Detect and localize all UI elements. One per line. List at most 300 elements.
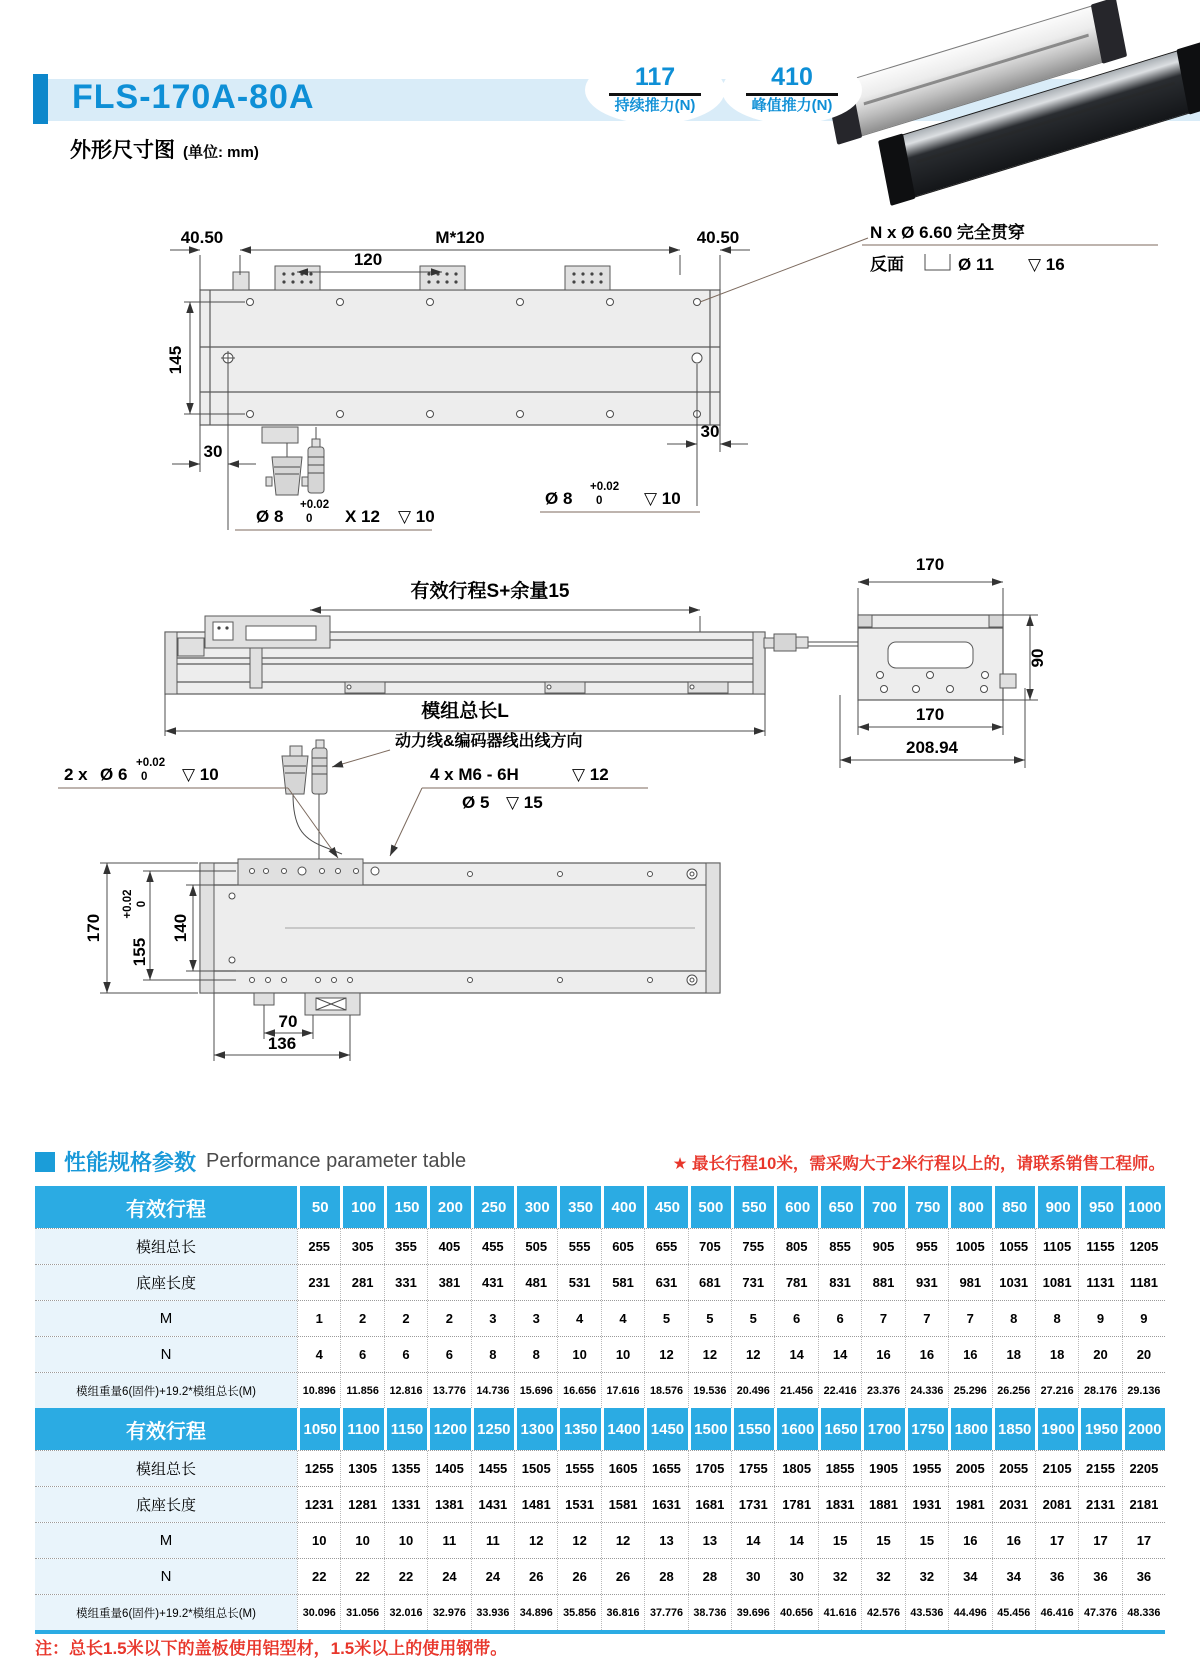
performance-tables: [35, 1186, 1165, 1634]
value-cell: 2105: [1035, 1451, 1078, 1486]
value-cell: 631: [644, 1265, 687, 1300]
dim-effective-stroke: 有效行程S+余量15: [410, 581, 570, 602]
dim-bottom-140: 140: [171, 913, 190, 943]
value-cell: 16: [905, 1337, 948, 1372]
stroke-header-cell: 850: [992, 1186, 1035, 1228]
value-cell: 1755: [731, 1451, 774, 1486]
table-row: [35, 1486, 1165, 1522]
value-cell: 11.856: [340, 1373, 383, 1408]
value-cell: 30: [731, 1559, 774, 1594]
value-cell: 5: [688, 1301, 731, 1336]
stroke-header-cell: 1850: [992, 1408, 1035, 1450]
module-end-cap: [1176, 42, 1200, 115]
value-cell: 15: [905, 1523, 948, 1558]
value-cell: 1581: [601, 1487, 644, 1522]
stroke-header-cell: 1200: [427, 1408, 470, 1450]
value-cell: 4: [557, 1301, 600, 1336]
value-cell: 781: [774, 1265, 817, 1300]
value-cell: 281: [340, 1265, 383, 1300]
stroke-header-cell: 900: [1035, 1186, 1078, 1228]
hole-note-line2-prefix: 反面: [870, 255, 904, 274]
value-cell: 1281: [340, 1487, 383, 1522]
performance-section-header: [35, 1146, 1165, 1177]
table-row: [35, 1336, 1165, 1372]
value-cell: 24: [471, 1559, 514, 1594]
value-cell: 22: [297, 1559, 340, 1594]
value-cell: 6: [384, 1337, 427, 1372]
bottom-attachments: [254, 993, 360, 1015]
value-cell: 47.376: [1078, 1595, 1121, 1630]
stroke-header-cell: 800: [948, 1186, 991, 1228]
value-cell: 605: [601, 1229, 644, 1264]
value-cell: 22.416: [818, 1373, 861, 1408]
value-cell: 955: [905, 1229, 948, 1264]
stroke-header-cell: 1700: [861, 1408, 904, 1450]
value-cell: 28: [688, 1559, 731, 1594]
value-cell: 30: [774, 1559, 817, 1594]
value-cell: 14: [774, 1337, 817, 1372]
parameter-table-2: [35, 1408, 1165, 1634]
value-cell: 17: [1078, 1523, 1121, 1558]
table-row: [35, 1558, 1165, 1594]
value-cell: 1431: [471, 1487, 514, 1522]
table-row: [35, 1300, 1165, 1336]
value-cell: 1631: [644, 1487, 687, 1522]
row-label: M: [35, 1523, 297, 1558]
table-row: [35, 1264, 1165, 1300]
stroke-header-cell: 250: [471, 1186, 514, 1228]
value-cell: 6: [340, 1337, 383, 1372]
stroke-header-cell: 1650: [818, 1408, 861, 1450]
section-title-zh: 性能规格参数: [64, 1150, 197, 1175]
value-cell: 11: [471, 1523, 514, 1558]
value-cell: 14: [774, 1523, 817, 1558]
value-cell: 10: [557, 1337, 600, 1372]
thread-depth: ▽ 12: [572, 765, 609, 784]
value-cell: 13: [644, 1523, 687, 1558]
value-cell: 19.536: [688, 1373, 731, 1408]
stroke-header-cell: 350: [557, 1186, 600, 1228]
value-cell: 16: [992, 1523, 1035, 1558]
carriage-plates: [275, 266, 610, 290]
hole-note-line1: N x Ø 6.60 完全贯穿: [870, 223, 1025, 242]
value-cell: 8: [1035, 1301, 1078, 1336]
value-cell: 505: [514, 1229, 557, 1264]
value-cell: 1855: [818, 1451, 861, 1486]
stroke-header-cell: 500: [688, 1186, 731, 1228]
value-cell: 431: [471, 1265, 514, 1300]
value-cell: 30.096: [297, 1595, 340, 1630]
dimension-title-text: 外形尺寸图: [70, 139, 175, 162]
page-title: FLS-170A-80A: [72, 78, 315, 116]
dim-bottom-136: 136: [267, 1034, 297, 1053]
cable-connectors-top-view: [262, 427, 324, 495]
stroke-header-cell: 100: [340, 1186, 383, 1228]
value-cell: 3: [471, 1301, 514, 1336]
value-cell: 22: [384, 1559, 427, 1594]
dim-offset-right: 40.50: [696, 228, 740, 247]
value-cell: 8: [992, 1301, 1035, 1336]
pin-note-right-depth: ▽ 10: [644, 489, 681, 508]
value-cell: 8: [471, 1337, 514, 1372]
stroke-header-cell: 1400: [601, 1408, 644, 1450]
row-label: 底座长度: [35, 1265, 297, 1300]
value-cell: 24.336: [905, 1373, 948, 1408]
value-cell: 1981: [948, 1487, 991, 1522]
stroke-header-cell: 1000: [1122, 1186, 1165, 1228]
stroke-header-cell: 700: [861, 1186, 904, 1228]
value-cell: 2155: [1078, 1451, 1121, 1486]
pin6-tol-plus: +0.02: [136, 757, 166, 769]
stroke-header-cell: 2000: [1122, 1408, 1165, 1450]
value-cell: 1405: [427, 1451, 470, 1486]
value-cell: 1505: [514, 1451, 557, 1486]
value-cell: 36: [1078, 1559, 1121, 1594]
value-cell: 27.216: [1035, 1373, 1078, 1408]
cable-exit-note: 动力线&编码器线出线方向: [395, 733, 583, 750]
value-cell: 14.736: [471, 1373, 514, 1408]
end-view-connector: [764, 634, 858, 651]
value-cell: 33.936: [471, 1595, 514, 1630]
value-cell: 10: [601, 1337, 644, 1372]
value-cell: 10.896: [297, 1373, 340, 1408]
pin-note-left-count: X 12: [345, 507, 380, 526]
table-row: [35, 1228, 1165, 1264]
dim-end-170-bottom: 170: [915, 705, 945, 724]
value-cell: 18: [992, 1337, 1035, 1372]
row-label: 模组重量6(固件)+19.2*模组总长(M): [35, 1373, 297, 1408]
stroke-header-cell: 1550: [731, 1408, 774, 1450]
value-cell: 16: [948, 1523, 991, 1558]
stroke-header-cell: 1500: [688, 1408, 731, 1450]
value-cell: 355: [384, 1229, 427, 1264]
dim-total-length: 模组总长L: [421, 701, 509, 722]
value-cell: 26.256: [992, 1373, 1035, 1408]
value-cell: 1555: [557, 1451, 600, 1486]
value-cell: 1181: [1122, 1265, 1165, 1300]
bottom-view: [58, 731, 720, 1061]
dim-end-170-top: 170: [915, 555, 945, 574]
dim-145: 145: [166, 345, 185, 375]
pin-note-left-tol-zero: 0: [306, 513, 313, 525]
thrust-badge-peak: [722, 56, 862, 124]
value-cell: 17: [1122, 1523, 1165, 1558]
stroke-header-cell: 600: [774, 1186, 817, 1228]
dim-offset-left: 40.50: [180, 228, 224, 247]
sensor-block: [233, 272, 249, 290]
value-cell: 2055: [992, 1451, 1035, 1486]
value-cell: 3: [514, 1301, 557, 1336]
value-cell: 681: [688, 1265, 731, 1300]
pin-note-right-tol-zero: 0: [596, 495, 603, 507]
stroke-header-cell: 1150: [384, 1408, 427, 1450]
value-cell: 2205: [1122, 1451, 1165, 1486]
table-row: [35, 1450, 1165, 1486]
cable-connectors-bottom-view: [282, 740, 342, 862]
row-label: 模组总长: [35, 1451, 297, 1486]
stroke-header-cell: 400: [601, 1186, 644, 1228]
value-cell: 20: [1078, 1337, 1121, 1372]
value-cell: 45.456: [992, 1595, 1035, 1630]
value-cell: 37.776: [644, 1595, 687, 1630]
stroke-header-cell: 450: [644, 1186, 687, 1228]
pin6-count: 2 x: [64, 765, 88, 784]
value-cell: 405: [427, 1229, 470, 1264]
value-cell: 1305: [340, 1451, 383, 1486]
value-cell: 2005: [948, 1451, 991, 1486]
value-cell: 22: [340, 1559, 383, 1594]
row-label: N: [35, 1559, 297, 1594]
value-cell: 1005: [948, 1229, 991, 1264]
thrust-badge-continuous: [585, 56, 725, 124]
value-cell: 46.416: [1035, 1595, 1078, 1630]
value-cell: 12: [514, 1523, 557, 1558]
product-photo: [820, 0, 1200, 180]
stroke-header-cell: 650: [818, 1186, 861, 1228]
value-cell: 1955: [905, 1451, 948, 1486]
value-cell: 39.696: [731, 1595, 774, 1630]
value-cell: 20: [1122, 1337, 1165, 1372]
value-cell: 855: [818, 1229, 861, 1264]
table-header-row: [35, 1186, 1165, 1228]
value-cell: 35.856: [557, 1595, 600, 1630]
stroke-header-cell: 200: [427, 1186, 470, 1228]
dim-pitch: M*120: [435, 228, 485, 247]
value-cell: 1455: [471, 1451, 514, 1486]
value-cell: 1605: [601, 1451, 644, 1486]
value-cell: 13.776: [427, 1373, 470, 1408]
dim-120: 120: [353, 250, 383, 269]
pin-note-right-dia: Ø 8: [545, 489, 573, 508]
value-cell: 5: [644, 1301, 687, 1336]
value-cell: 26: [514, 1559, 557, 1594]
value-cell: 25.296: [948, 1373, 991, 1408]
dimension-unit-text: (单位: mm): [183, 144, 259, 161]
value-cell: 14: [731, 1523, 774, 1558]
value-cell: 931: [905, 1265, 948, 1300]
value-cell: 26: [601, 1559, 644, 1594]
stroke-header-cell: 50: [297, 1186, 340, 1228]
value-cell: 1081: [1035, 1265, 1078, 1300]
value-cell: 231: [297, 1265, 340, 1300]
peak-thrust-value: 410: [771, 63, 813, 92]
value-cell: 28.176: [1078, 1373, 1121, 1408]
section-square-icon: [35, 1152, 55, 1172]
end-view: [764, 555, 1047, 768]
pin-note-left-depth: ▽ 10: [398, 507, 435, 526]
top-view: [166, 222, 1158, 530]
value-cell: 2: [427, 1301, 470, 1336]
value-cell: 2031: [992, 1487, 1035, 1522]
value-cell: 1905: [861, 1451, 904, 1486]
value-cell: 1681: [688, 1487, 731, 1522]
stroke-header-cell: 150: [384, 1186, 427, 1228]
value-cell: 32: [861, 1559, 904, 1594]
value-cell: 32: [818, 1559, 861, 1594]
stroke-header-label: 有效行程: [35, 1186, 297, 1228]
stroke-header-cell: 550: [731, 1186, 774, 1228]
value-cell: 7: [861, 1301, 904, 1336]
value-cell: 4: [601, 1301, 644, 1336]
row-label: 模组重量6(固件)+19.2*模组总长(M): [35, 1595, 297, 1630]
value-cell: 1805: [774, 1451, 817, 1486]
value-cell: 26: [557, 1559, 600, 1594]
dimension-drawing: [0, 190, 1200, 1070]
stroke-header-cell: 1950: [1078, 1408, 1121, 1450]
value-cell: 1055: [992, 1229, 1035, 1264]
value-cell: 34: [948, 1559, 991, 1594]
parameter-table-1: [35, 1186, 1165, 1408]
value-cell: 12: [644, 1337, 687, 1372]
value-cell: 23.376: [861, 1373, 904, 1408]
value-cell: 7: [948, 1301, 991, 1336]
value-cell: 2: [384, 1301, 427, 1336]
badge-divider: [609, 93, 701, 96]
value-cell: 48.336: [1122, 1595, 1165, 1630]
value-cell: 29.136: [1122, 1373, 1165, 1408]
value-cell: 1: [297, 1301, 340, 1336]
value-cell: 10: [340, 1523, 383, 1558]
value-cell: 16: [948, 1337, 991, 1372]
value-cell: 40.656: [774, 1595, 817, 1630]
value-cell: 16.656: [557, 1373, 600, 1408]
value-cell: 17: [1035, 1523, 1078, 1558]
value-cell: 13: [688, 1523, 731, 1558]
stroke-header-cell: 1300: [514, 1408, 557, 1450]
value-cell: 2181: [1122, 1487, 1165, 1522]
module-end-cap: [1091, 0, 1127, 64]
value-cell: 881: [861, 1265, 904, 1300]
value-cell: 831: [818, 1265, 861, 1300]
row-label: N: [35, 1337, 297, 1372]
pin-note-left-tol-plus: +0.02: [300, 499, 330, 511]
value-cell: 12: [557, 1523, 600, 1558]
header-accent-bar: [33, 74, 48, 124]
value-cell: 9: [1122, 1301, 1165, 1336]
row-label: 底座长度: [35, 1487, 297, 1522]
value-cell: 531: [557, 1265, 600, 1300]
value-cell: 305: [340, 1229, 383, 1264]
stroke-header-cell: 1050: [297, 1408, 340, 1450]
value-cell: 331: [384, 1265, 427, 1300]
value-cell: 805: [774, 1229, 817, 1264]
value-cell: 16: [861, 1337, 904, 1372]
value-cell: 481: [514, 1265, 557, 1300]
stroke-header-cell: 1450: [644, 1408, 687, 1450]
value-cell: 10: [297, 1523, 340, 1558]
continuous-thrust-value: 117: [634, 63, 676, 92]
badge-divider: [746, 93, 838, 96]
pin6-dia: Ø 6: [100, 765, 128, 784]
value-cell: 255: [297, 1229, 340, 1264]
value-cell: 2081: [1035, 1487, 1078, 1522]
value-cell: 455: [471, 1229, 514, 1264]
value-cell: 32.976: [427, 1595, 470, 1630]
value-cell: 731: [731, 1265, 774, 1300]
hole-note-line2-dia: Ø 11: [958, 255, 994, 274]
row-label: 模组总长: [35, 1229, 297, 1264]
value-cell: 6: [427, 1337, 470, 1372]
value-cell: 655: [644, 1229, 687, 1264]
stroke-header-cell: 1250: [471, 1408, 514, 1450]
value-cell: 8: [514, 1337, 557, 1372]
dim-bottom-155: 155: [130, 937, 149, 967]
value-cell: 31.056: [340, 1595, 383, 1630]
stroke-header-cell: 300: [514, 1186, 557, 1228]
value-cell: 21.456: [774, 1373, 817, 1408]
value-cell: 1381: [427, 1487, 470, 1522]
value-cell: 1481: [514, 1487, 557, 1522]
dim-155-tol-zero: 0: [136, 900, 148, 908]
stroke-header-cell: 1800: [948, 1408, 991, 1450]
value-cell: 41.616: [818, 1595, 861, 1630]
value-cell: 15: [818, 1523, 861, 1558]
value-cell: 6: [818, 1301, 861, 1336]
stroke-header-cell: 1100: [340, 1408, 383, 1450]
thread-pilot-dia: Ø 5: [462, 793, 490, 812]
stroke-header-cell: 1750: [905, 1408, 948, 1450]
max-stroke-note: ★ 最长行程10米，需采购大于2米行程以上的，请联系销售工程师。: [672, 1154, 1165, 1173]
value-cell: 12: [731, 1337, 774, 1372]
value-cell: 36: [1122, 1559, 1165, 1594]
value-cell: 15.696: [514, 1373, 557, 1408]
table-row: [35, 1372, 1165, 1408]
value-cell: 9: [1078, 1301, 1121, 1336]
value-cell: 15: [861, 1523, 904, 1558]
value-cell: 2: [340, 1301, 383, 1336]
table-header-row: [35, 1408, 1165, 1450]
thread-pilot-depth: ▽ 15: [506, 793, 543, 812]
pin6-tol-zero: 0: [141, 771, 148, 783]
value-cell: 1931: [905, 1487, 948, 1522]
stroke-header-cell: 750: [905, 1186, 948, 1228]
stroke-header-cell: 1350: [557, 1408, 600, 1450]
pin6-depth: ▽ 10: [182, 765, 219, 784]
side-view: [165, 579, 765, 736]
value-cell: 42.576: [861, 1595, 904, 1630]
value-cell: 1155: [1078, 1229, 1121, 1264]
value-cell: 18: [1035, 1337, 1078, 1372]
footer-note: 注：总长1.5米以下的盖板使用铝型材，1.5米以上的使用钢带。: [35, 1639, 508, 1658]
value-cell: 20.496: [731, 1373, 774, 1408]
value-cell: 4: [297, 1337, 340, 1372]
value-cell: 1881: [861, 1487, 904, 1522]
value-cell: 7: [905, 1301, 948, 1336]
value-cell: 24: [427, 1559, 470, 1594]
stroke-header-cell: 950: [1078, 1186, 1121, 1228]
value-cell: 1831: [818, 1487, 861, 1522]
value-cell: 1781: [774, 1487, 817, 1522]
section-title-en: Performance parameter table: [206, 1150, 467, 1172]
value-cell: 1105: [1035, 1229, 1078, 1264]
peak-thrust-label: 峰值推力(N): [751, 97, 833, 115]
value-cell: 2131: [1078, 1487, 1121, 1522]
continuous-thrust-label: 持续推力(N): [614, 97, 696, 115]
value-cell: 11: [427, 1523, 470, 1558]
stroke-header-label: 有效行程: [35, 1408, 297, 1450]
value-cell: 905: [861, 1229, 904, 1264]
value-cell: 34.896: [514, 1595, 557, 1630]
value-cell: 6: [774, 1301, 817, 1336]
value-cell: 381: [427, 1265, 470, 1300]
value-cell: 10: [384, 1523, 427, 1558]
value-cell: 18.576: [644, 1373, 687, 1408]
value-cell: 1205: [1122, 1229, 1165, 1264]
dim-end-90: 90: [1028, 648, 1047, 668]
dim-155-tol-plus: +0.02: [122, 889, 134, 919]
value-cell: 12: [601, 1523, 644, 1558]
value-cell: 38.736: [688, 1595, 731, 1630]
